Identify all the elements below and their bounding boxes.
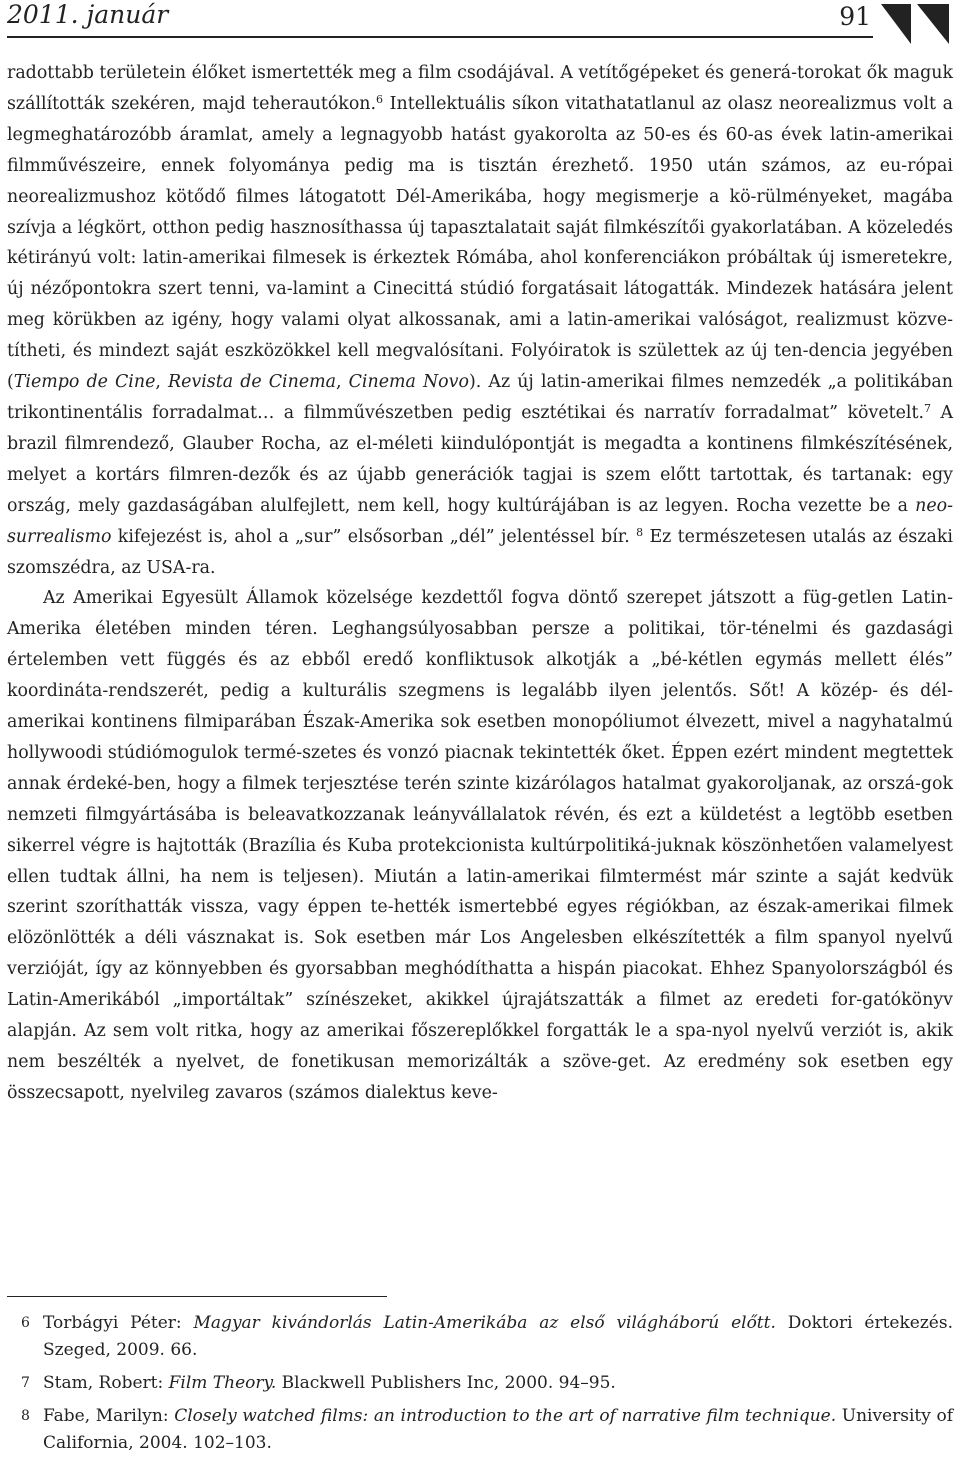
page-header — [7, 0, 953, 50]
text-run: Intellektuális síkon vitathatatlanul az olasz neorealizmus volt a legmeghatározóbb áramlat, amely a legnagyobb hatást gyakorolta az 50-es és 60-as évek latin-amerikai filmművészeire, ennek folyománya pedig ma is tisztán érezhető. 1950 után számos, az eu-rópai neorealizmushoz kötődő filmes látogatott Dél-Amerikába, hogy megismerje a kö-rülményeket, magába szívja a légkört, otthon pedig hasznosíthassa új tapasztalatait saját filmkészítői gyakorlatában. A közeledés kétirányú volt: latin-amerikai filmesek is érkeztek Rómába, ahol konferenciákon próbáltak új ismeretekre, új nézőpontokra szert tenni, va-lamint a Cinecittá stúdió forgatásait látogatták. Mindezek hatására jelent meg körükben az igény, hogy valami olyat alkossanak, ami a latin-amerikai valóságot, realizmust közve-títheti, és mindezt saját eszközökkel kell megvalósítani. Folyóiratok is születtek az új ten-dencia jegyében ( — [7, 93, 954, 393]
body-text — [7, 58, 953, 1109]
footnote-details: University of California, 2004. 102–103. — [43, 1406, 953, 1453]
footnotes — [7, 1310, 953, 1463]
paragraph-2: Az Amerikai Egyesült Államok közelsége kezdettől fogva döntő szerepet játszott a füg-getlen Latin-Amerika életében minden téren. Leghangsúlyosabban persze a politikai, tör-ténelmi és gazdasági értelemben vett függés és az ebből eredő konfliktusok alkotják a „bé-kétlen egymás mellett élés” koordináta-rendszerét, pedig a kulturális szegmens is legalább ilyen jelentős. Sőt! A közép- és dél-amerikai kontinens filmiparában Észak-Amerika sok esetben monopóliumot élvezett, mivel a nagyhatalmú hollywoodi stúdiómogulok termé-szetes és vonzó piacnak tekintették őket. Éppen ezért mindent megtettek annak érdeké-ben, hogy a filmek terjesztése terén szinte kizárólagos hatalmat gyakoroljanak, az orszá-gok nemzeti filmgyártásába is beleavatkozzanak leányvállalatok révén, és ezt a küldetést a legtöbb esetben sikerrel végre is hajtották (Brazília és Kuba protekcionista kultúrpolitiká-juknak köszönhetően valamelyest ellen tudtak állni, ha nem is teljesen). Miután a latin-amerikai filmtermést már szinte a saját kedvük szerint szoríthatták vissza, vagy éppen te-hették ismertebbé egyes régiókban, az észak-amerikai filmek elözönlötték a déli vásznakat is. Sok esetben már Los Angelesben elkészítették a film spanyol nyelvű verzióját, így az könnyebben és gyorsabban meghódíthatta a hispán piacokat. Ehhez Spanyolországból és Latin-Amerikából „importáltak” színészeket, akikkel újrajátszatták a filmet az eredeti for-gatókönyv alapján. Az sem volt ritka, hogy az amerikai főszereplőkkel forgatták le a spa-nyol nyelvű verziót is, akik nem beszélték a nyelvet, de fonetikusan memorizálták a szöve-get. Az eredmény sok esetben egy összecsapott, nyelvileg zavaros (számos dialektus keve- — [7, 588, 953, 1103]
italic-term: neo-surrealismo — [7, 495, 953, 547]
footnote-author: Stam, Robert: — [43, 1373, 169, 1393]
header-date: 2011. január — [7, 0, 169, 29]
paragraph-1 — [7, 58, 953, 583]
text-run: ). Az új latin-amerikai filmes nemzedék „a politikában trikontinentális forradalmat… a filmművészetben pedig esztétikai és narratív forradalmat” követelt. — [7, 372, 953, 423]
header-rule — [7, 36, 873, 38]
footnote-details: Blackwell Publishers Inc, 2000. 94–95. — [276, 1373, 616, 1393]
footnote-text — [43, 1403, 953, 1457]
footnote-title: Magyar kivándorlás Latin-Amerikába az első világháború előtt. — [193, 1313, 776, 1333]
footnote-text — [43, 1370, 953, 1397]
footnote-ref-8[interactable]: 8 — [636, 525, 644, 539]
footnote-number: 8 — [21, 1408, 30, 1424]
text-run: Ez természetesen utalás az északi szomszédra, az USA-ra. — [7, 526, 953, 578]
double-chevron-down-icon — [881, 4, 953, 44]
footnote-ref-7[interactable]: 7 — [924, 401, 931, 415]
footnote-ref-6[interactable]: 6 — [376, 92, 384, 106]
footnote-number: 6 — [21, 1315, 30, 1331]
journal-title: Tiempo de Cine — [13, 372, 156, 393]
footnote-title: Closely watched films: an introduction to the art of narrative film technique. — [174, 1406, 837, 1426]
text-run: radottabb területein élőket ismertették meg a film csodájával. A vetítőgépeket és generá-torokat ők maguk szállították szekéren, majd teherautókon. — [7, 63, 953, 114]
footnote-author: Fabe, Marilyn: — [43, 1406, 175, 1426]
journal-title: Revista de Cinema — [168, 372, 336, 393]
footnote-7 — [7, 1370, 953, 1397]
text-run: , — [155, 372, 169, 393]
footnote-author: Torbágyi Péter: — [43, 1313, 194, 1333]
footnote-number: 7 — [21, 1375, 30, 1391]
text-run: kifejezést is, ahol a „sur” elsősorban „dél” jelentéssel bír. — [111, 526, 637, 547]
text-run: A brazil filmrendező, Glauber Rocha, az el-méleti kiindulópontját is megadta a kontinens filmkészítésének, melyet a kortárs filmren-dezők és az újabb generációk tagjai is szem előtt tartottak, és tartanak: egy ország, mely gazdaságában alulfejlett, nem kell, hogy kultúrájában is az legyen. Rocha vezette be a — [7, 402, 954, 516]
footnote-details: Doktori értekezés. Szeged, 2009. 66. — [43, 1313, 953, 1360]
footnote-title: Film Theory. — [168, 1373, 277, 1393]
footnote-text — [43, 1310, 953, 1364]
footnote-separator — [7, 1296, 387, 1297]
text-run: , — [335, 372, 349, 393]
journal-title: Cinema Novo — [348, 372, 469, 393]
footnote-6 — [7, 1310, 953, 1364]
footnote-8 — [7, 1403, 953, 1457]
page-number: 91 — [839, 2, 871, 31]
